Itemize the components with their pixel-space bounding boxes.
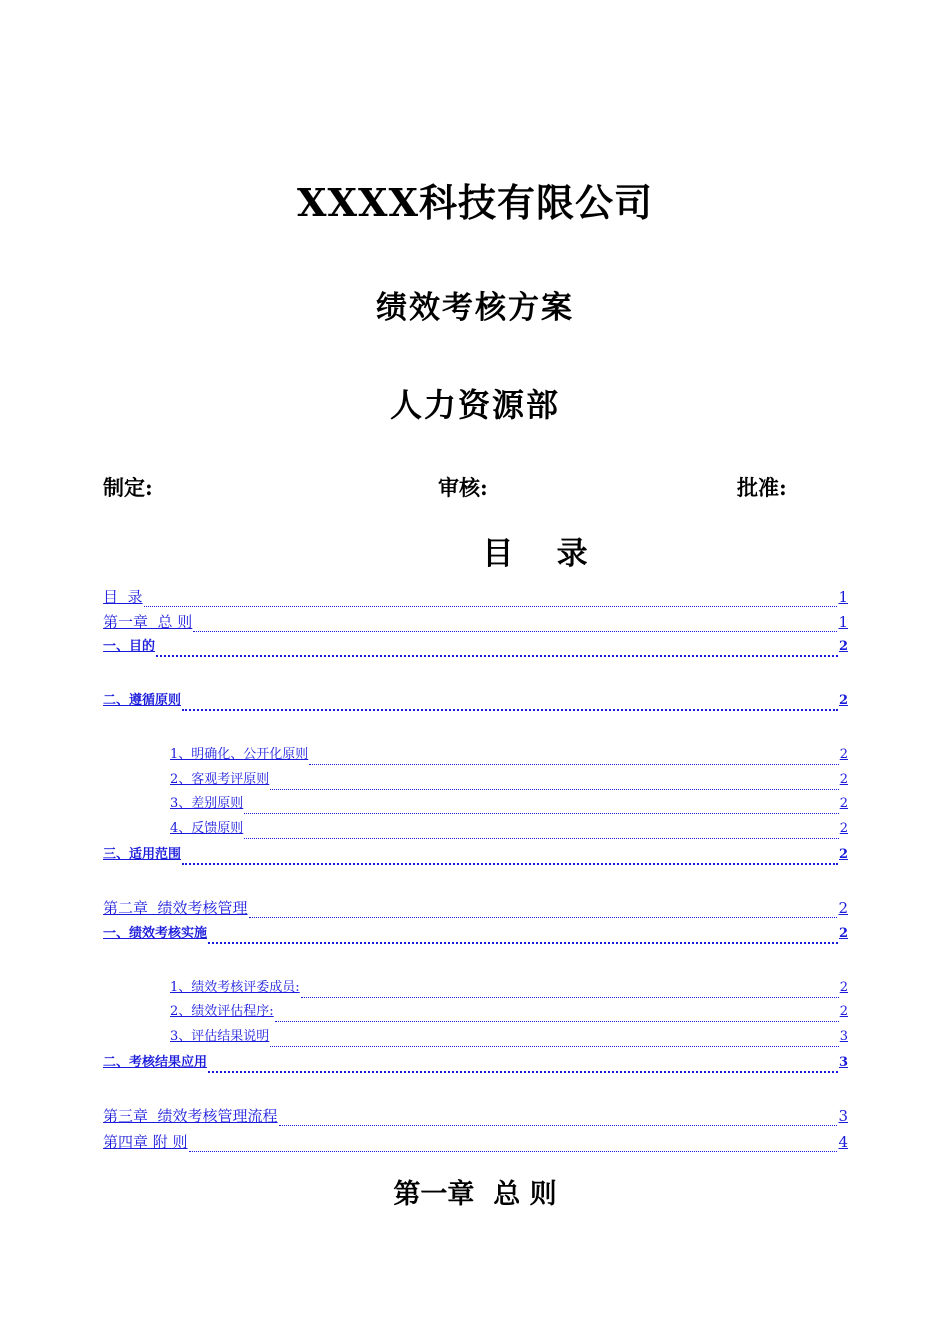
toc-entry-label: 4、反馈原则 <box>170 821 244 836</box>
toc-entry-page: 1 <box>838 588 848 606</box>
plan-title: 绩效考核方案 <box>376 290 574 326</box>
toc-entry-page: 1 <box>838 613 848 631</box>
toc-entry-page: 2 <box>838 926 848 941</box>
toc-leader-dots <box>244 824 838 839</box>
company-title: XXXX科技有限公司 <box>297 180 653 225</box>
toc-entry[interactable] <box>103 898 848 918</box>
toc-entry[interactable] <box>170 819 848 839</box>
chapter-one-heading-text: 第一章 总 则 <box>393 1179 557 1210</box>
toc-leader-dots <box>275 1007 839 1022</box>
toc-entry-label: 一、目的 <box>103 639 156 654</box>
toc-leader-dots <box>279 1111 838 1126</box>
toc-entry-label: 1、绩效考核评委成员: <box>170 980 300 995</box>
toc-leader-dots <box>270 1032 838 1047</box>
toc-entry[interactable] <box>170 794 848 814</box>
toc-entry[interactable] <box>103 1132 848 1152</box>
toc-leader-dots <box>270 775 838 790</box>
toc-entry[interactable] <box>103 691 848 711</box>
toc-entry-page: 2 <box>839 980 848 995</box>
toc-leader-dots <box>244 799 838 814</box>
toc-entry-label: 2、客观考评原则 <box>170 772 270 787</box>
chapter-one-heading <box>0 1172 950 1211</box>
toc-entry-page: 2 <box>838 899 848 917</box>
sign-review-label: 审核: <box>438 475 488 500</box>
toc-leader-dots <box>301 983 839 998</box>
toc-entry-label: 3、差别原则 <box>170 796 244 811</box>
toc-entry-page: 2 <box>838 847 848 862</box>
toc-entry-page: 2 <box>839 747 848 762</box>
toc-entry-page: 2 <box>838 639 848 654</box>
toc-entry-page: 4 <box>838 1133 848 1151</box>
toc-leader-dots <box>309 750 838 765</box>
sign-approve-label: 批准: <box>737 475 787 500</box>
toc-entry-page: 3 <box>839 1029 848 1044</box>
toc-heading-text: 目 录 <box>482 536 588 572</box>
toc-entry-label: 目 录 <box>103 588 143 606</box>
toc-entry-page: 3 <box>838 1055 848 1070</box>
toc-leader-dots <box>156 642 838 657</box>
toc-entry[interactable] <box>170 1002 848 1022</box>
toc-entry[interactable] <box>103 587 848 607</box>
toc-leader-dots <box>249 903 838 918</box>
toc-entry[interactable] <box>170 770 848 790</box>
toc-entry[interactable] <box>103 845 848 865</box>
toc-entry-label: 第三章 绩效考核管理流程 <box>103 1107 278 1125</box>
toc-entry-label: 第一章 总 则 <box>103 613 193 631</box>
toc-leader-dots <box>182 696 838 711</box>
toc-entry[interactable] <box>170 978 848 998</box>
toc-entry-label: 三、适用范围 <box>103 847 182 862</box>
toc-entry-page: 3 <box>838 1107 848 1125</box>
sign-make-label: 制定: <box>103 475 153 500</box>
toc-entry[interactable] <box>103 612 848 632</box>
toc-entry-label: 二、遵循原则 <box>103 693 182 708</box>
toc-entry-page: 2 <box>838 693 848 708</box>
toc-entry-page: 2 <box>839 821 848 836</box>
toc-leader-dots <box>189 1137 838 1152</box>
department-title: 人力资源部 <box>389 386 560 424</box>
toc-entry-page: 2 <box>839 796 848 811</box>
toc-entry-label: 3、评估结果说明 <box>170 1029 270 1044</box>
toc-heading <box>0 528 950 573</box>
toc-entry-label: 二、考核结果应用 <box>103 1055 208 1070</box>
toc-entry-label: 一、绩效考核实施 <box>103 926 208 941</box>
toc-entry-page: 2 <box>839 1004 848 1019</box>
toc-entry[interactable] <box>103 637 848 657</box>
toc-leader-dots <box>182 850 838 865</box>
toc-entry-page: 2 <box>839 772 848 787</box>
toc-leader-dots <box>144 592 838 607</box>
toc-entry-label: 第二章 绩效考核管理 <box>103 899 248 917</box>
toc-entry-label: 2、绩效评估程序: <box>170 1004 274 1019</box>
toc-entry-label: 1、明确化、公开化原则 <box>170 747 309 762</box>
toc-leader-dots <box>208 1058 838 1073</box>
toc-entry[interactable] <box>103 1106 848 1126</box>
toc-entry[interactable] <box>170 1027 848 1047</box>
toc-leader-dots <box>208 929 838 944</box>
toc-leader-dots <box>193 617 837 632</box>
toc-entry[interactable] <box>103 1053 848 1073</box>
toc-entry[interactable] <box>170 745 848 765</box>
toc-entry[interactable] <box>103 924 848 944</box>
toc-entry-label: 第四章 附 则 <box>103 1133 188 1151</box>
